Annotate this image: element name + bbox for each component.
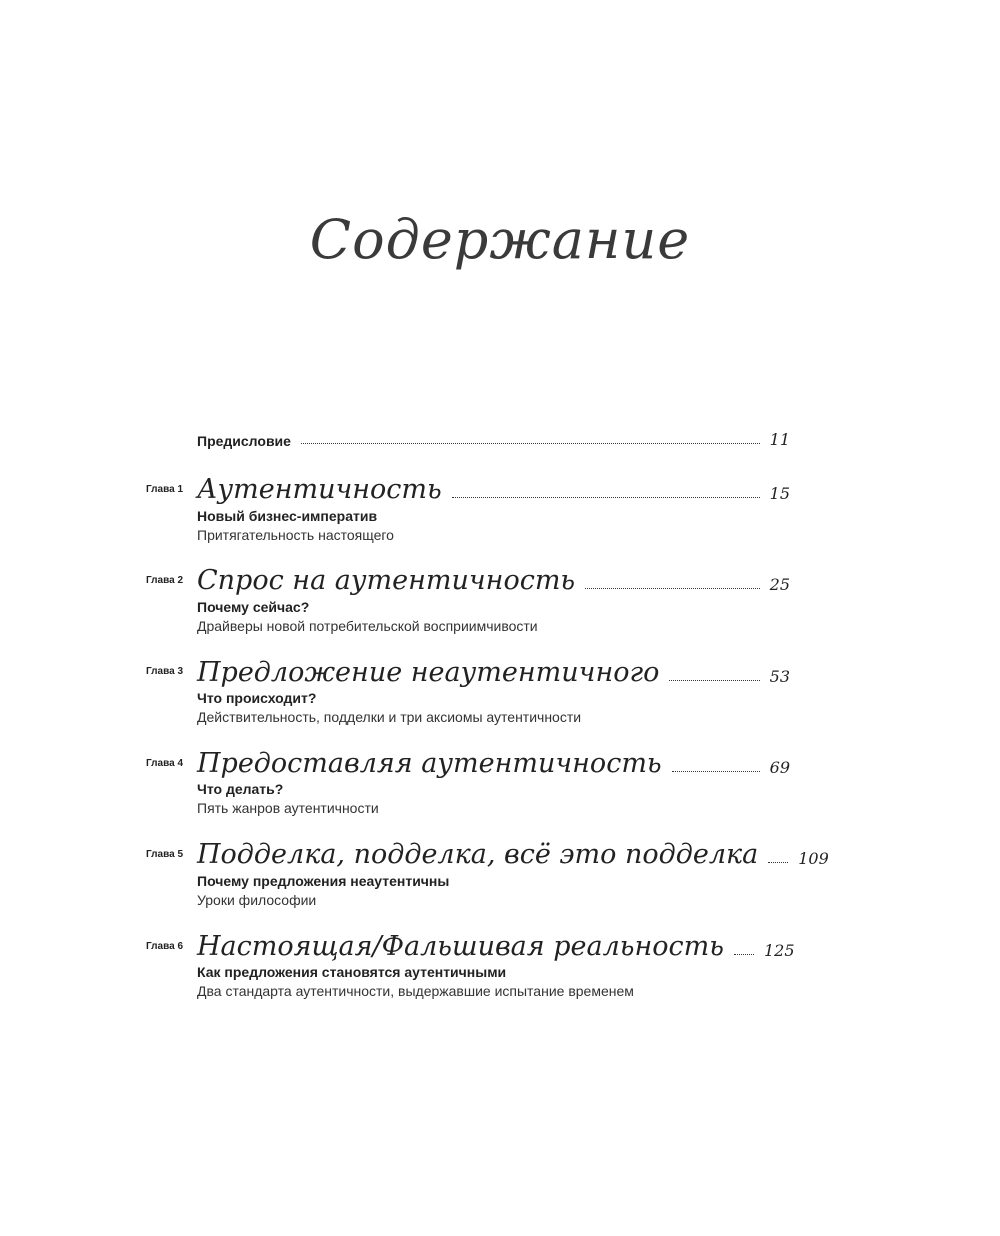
chapter-label: Глава 5	[146, 849, 184, 860]
page-number: 69	[769, 758, 790, 777]
chapter-label: Глава 1	[146, 484, 184, 495]
chapter-title: Настоящая/Фальшивая реальность	[197, 931, 724, 962]
chapter-title: Спрос на аутентичность	[197, 565, 576, 596]
preface-title: Предисловие	[197, 433, 291, 449]
chapter-label: Глава 2	[146, 575, 184, 586]
chapter-label: Глава 4	[146, 758, 184, 769]
chapter-description: Два стандарта аутентичности, выдержавшие испытание временем	[197, 983, 634, 999]
dot-leader	[768, 862, 788, 863]
chapter-title: Аутентичность	[197, 474, 442, 505]
toc-entry-chapter-1[interactable]	[197, 476, 790, 503]
page-number: 15	[769, 484, 790, 503]
chapter-subtitle: Как предложения становятся аутентичными	[197, 964, 507, 980]
page-number: 53	[769, 667, 790, 686]
page-number: 109	[798, 849, 829, 868]
chapter-label: Глава 3	[146, 666, 184, 677]
chapter-subtitle: Новый бизнес-императив	[197, 508, 378, 524]
chapter-description: Действительность, подделки и три аксиомы аутентичности	[197, 709, 582, 725]
toc-entry-chapter-5[interactable]	[197, 839, 829, 870]
dot-leader	[301, 443, 760, 444]
dot-leader	[672, 771, 760, 772]
chapter-subtitle: Что происходит?	[197, 690, 317, 706]
page-title: Содержание	[309, 208, 691, 271]
chapter-description: Пять жанров аутентичности	[197, 800, 379, 816]
page-number: 125	[763, 941, 795, 960]
chapter-subtitle: Почему предложения неаутентичны	[197, 873, 450, 889]
toc-entry-chapter-3[interactable]	[197, 659, 790, 686]
dot-leader	[669, 680, 759, 681]
page-number: 11	[769, 430, 790, 449]
dot-leader	[452, 497, 760, 498]
chapter-label: Глава 6	[146, 941, 184, 952]
toc-entry-chapter-6[interactable]	[197, 931, 795, 962]
toc-entry-chapter-4[interactable]	[197, 750, 790, 777]
chapter-description: Уроки философии	[197, 892, 317, 908]
page-number: 25	[769, 575, 790, 594]
chapter-subtitle: Почему сейчас?	[197, 599, 310, 615]
chapter-title: Подделка, подделка, всё это подделка	[197, 839, 759, 870]
chapter-description: Притягательность настоящего	[197, 527, 394, 543]
dot-leader	[734, 954, 754, 955]
dot-leader	[585, 588, 760, 589]
chapter-title: Предложение неаутентичного	[197, 657, 660, 688]
chapter-subtitle: Что делать?	[197, 781, 284, 797]
chapter-title: Предоставляя аутентичность	[197, 748, 662, 779]
toc-entry-chapter-2[interactable]	[197, 567, 790, 594]
chapter-description: Драйверы новой потребительской восприимчивости	[197, 618, 538, 634]
toc-entry-preface[interactable]	[197, 430, 790, 449]
